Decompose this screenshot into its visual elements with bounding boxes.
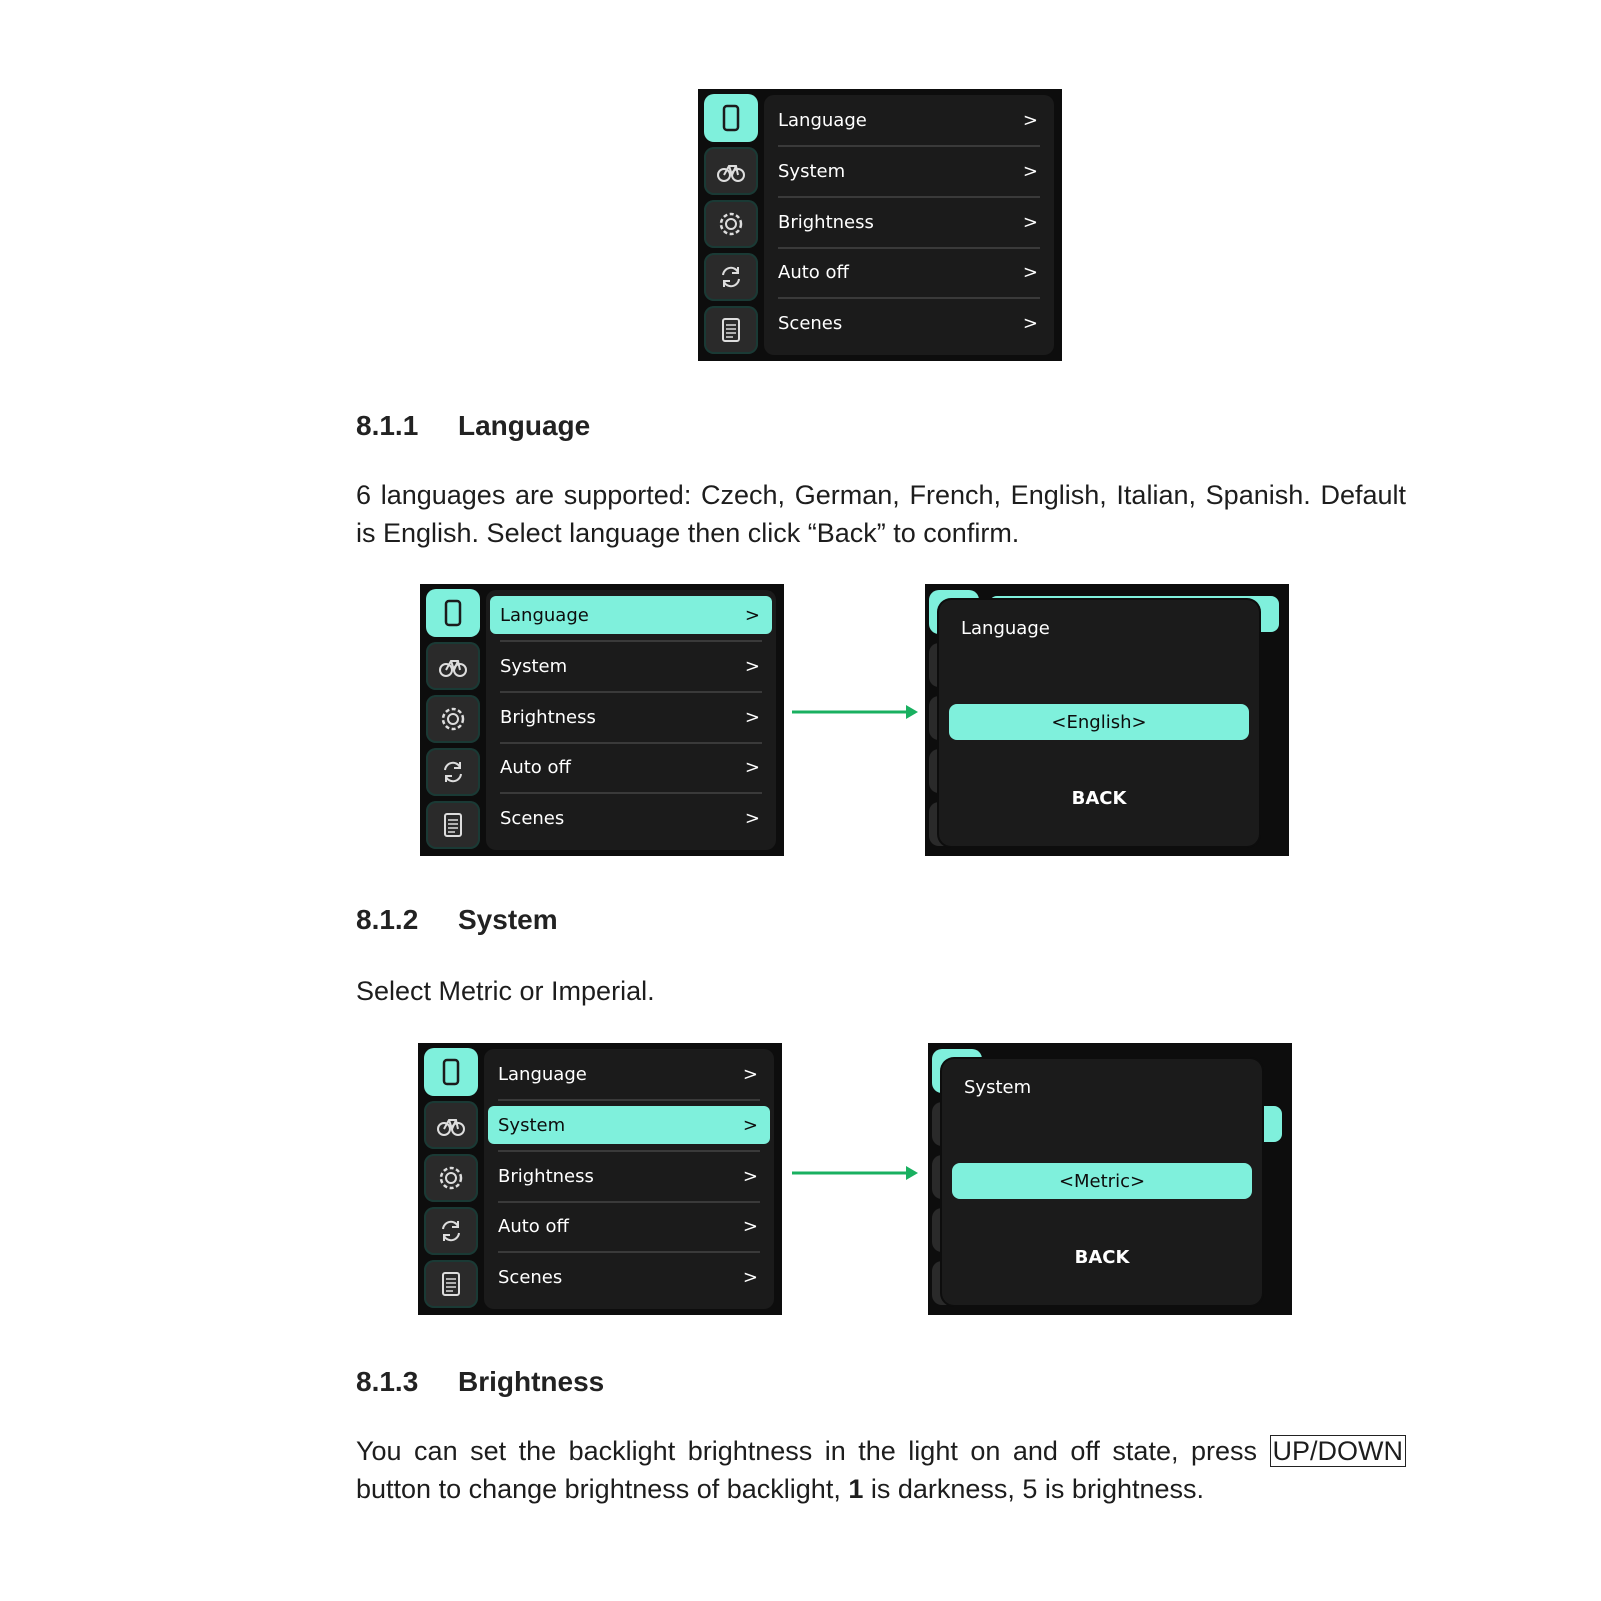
document-icon[interactable]: [426, 801, 480, 849]
phone-icon[interactable]: [426, 589, 480, 637]
settings-menu-screen: [698, 89, 1062, 361]
popup-title: System: [964, 1077, 1032, 1098]
system-menu-screen: [418, 1043, 782, 1315]
arrow-right-icon: [790, 702, 920, 722]
menu-item-system[interactable]: [488, 1106, 770, 1144]
level-min-value: 1: [848, 1474, 864, 1504]
bicycle-icon[interactable]: [704, 147, 758, 195]
menu-item-label: Brightness: [498, 1165, 594, 1187]
chevron-right-icon: >: [1022, 109, 1038, 131]
refresh-icon[interactable]: [704, 253, 758, 301]
document-icon[interactable]: [704, 306, 758, 354]
bicycle-icon[interactable]: [424, 1101, 478, 1149]
section-heading-system: [356, 904, 558, 936]
language-popup: [939, 600, 1259, 846]
section-title: Language: [458, 410, 591, 441]
brightness-description: [356, 1432, 1406, 1508]
unit-option-selector[interactable]: <Metric>: [952, 1163, 1252, 1199]
menu-item-label: Brightness: [778, 211, 874, 233]
section-number: 8.1.2: [356, 904, 419, 935]
menu-item-label: Auto off: [500, 756, 571, 778]
menu-panel: [764, 95, 1054, 355]
menu-item-label: System: [498, 1114, 566, 1136]
menu-panel: [486, 590, 776, 850]
menu-item-scenes[interactable]: [490, 799, 772, 837]
menu-item-language[interactable]: [768, 101, 1050, 139]
section-title: System: [458, 904, 558, 935]
menu-item-label: Language: [500, 604, 589, 626]
chevron-right-icon: >: [744, 807, 760, 829]
system-description: Select Metric or Imperial.: [356, 976, 655, 1006]
text-run: button to change brightness of backlight,: [356, 1474, 849, 1504]
chevron-right-icon: >: [1022, 211, 1038, 233]
menu-item-label: System: [500, 655, 568, 677]
menu-item-label: Language: [778, 109, 867, 131]
back-button[interactable]: BACK: [1074, 1247, 1130, 1268]
back-button[interactable]: BACK: [1071, 788, 1127, 809]
chevron-right-icon: >: [744, 706, 760, 728]
menu-item-label: Auto off: [778, 261, 849, 283]
section-number: 8.1.3: [356, 1366, 419, 1397]
menu-item-brightness[interactable]: [488, 1157, 770, 1195]
chevron-right-icon: >: [1022, 160, 1038, 182]
menu-item-language[interactable]: [490, 596, 772, 634]
phone-icon[interactable]: [704, 94, 758, 142]
menu-item-auto-off[interactable]: [488, 1207, 770, 1245]
language-description: 6 languages are supported: Czech, German, French, English, Italian, Spanish. Default is English. Select language then click “Back” to confirm.: [356, 480, 1406, 548]
menu-item-label: System: [778, 160, 846, 182]
menu-item-system[interactable]: [768, 152, 1050, 190]
section-title: Brightness: [458, 1366, 605, 1397]
chevron-right-icon: >: [742, 1063, 758, 1085]
chevron-right-icon: >: [742, 1266, 758, 1288]
section-heading-language: [356, 410, 590, 442]
chevron-right-icon: >: [742, 1114, 758, 1136]
section-number: 8.1.1: [356, 410, 419, 441]
section-heading-brightness: [356, 1366, 604, 1398]
language-option-selector[interactable]: <English>: [949, 704, 1249, 740]
menu-item-label: Scenes: [778, 312, 843, 334]
menu-item-label: Scenes: [498, 1266, 563, 1288]
language-menu-screen: [420, 584, 784, 856]
system-popup-screen: [928, 1043, 1292, 1315]
bicycle-icon[interactable]: [426, 642, 480, 690]
refresh-icon[interactable]: [426, 748, 480, 796]
gear-icon[interactable]: [424, 1154, 478, 1202]
arrow-right-icon: [790, 1163, 920, 1183]
up-down-button-label: UP/DOWN: [1270, 1435, 1407, 1467]
menu-panel: [484, 1049, 774, 1309]
menu-item-label: Auto off: [498, 1215, 569, 1237]
refresh-icon[interactable]: [424, 1207, 478, 1255]
menu-item-label: Language: [498, 1063, 587, 1085]
menu-item-scenes[interactable]: [488, 1258, 770, 1296]
chevron-right-icon: >: [1022, 261, 1038, 283]
menu-item-label: Scenes: [500, 807, 565, 829]
gear-icon[interactable]: [704, 200, 758, 248]
text-run: is darkness, 5 is brightness.: [863, 1474, 1205, 1504]
chevron-right-icon: >: [742, 1165, 758, 1187]
menu-item-brightness[interactable]: [768, 203, 1050, 241]
text-run: You can set the backlight brightness in the light on and off state, press: [356, 1436, 1270, 1466]
system-popup: [942, 1059, 1262, 1305]
menu-item-auto-off[interactable]: [490, 748, 772, 786]
menu-item-language[interactable]: [488, 1055, 770, 1093]
chevron-right-icon: >: [744, 604, 760, 626]
menu-item-label: Brightness: [500, 706, 596, 728]
chevron-right-icon: >: [744, 756, 760, 778]
menu-item-auto-off[interactable]: [768, 253, 1050, 291]
phone-icon[interactable]: [424, 1048, 478, 1096]
gear-icon[interactable]: [426, 695, 480, 743]
menu-item-brightness[interactable]: [490, 698, 772, 736]
popup-title: Language: [961, 618, 1050, 639]
chevron-right-icon: >: [744, 655, 760, 677]
document-icon[interactable]: [424, 1260, 478, 1308]
chevron-right-icon: >: [1022, 312, 1038, 334]
menu-item-scenes[interactable]: [768, 304, 1050, 342]
menu-item-system[interactable]: [490, 647, 772, 685]
chevron-right-icon: >: [742, 1215, 758, 1237]
language-popup-screen: [925, 584, 1289, 856]
